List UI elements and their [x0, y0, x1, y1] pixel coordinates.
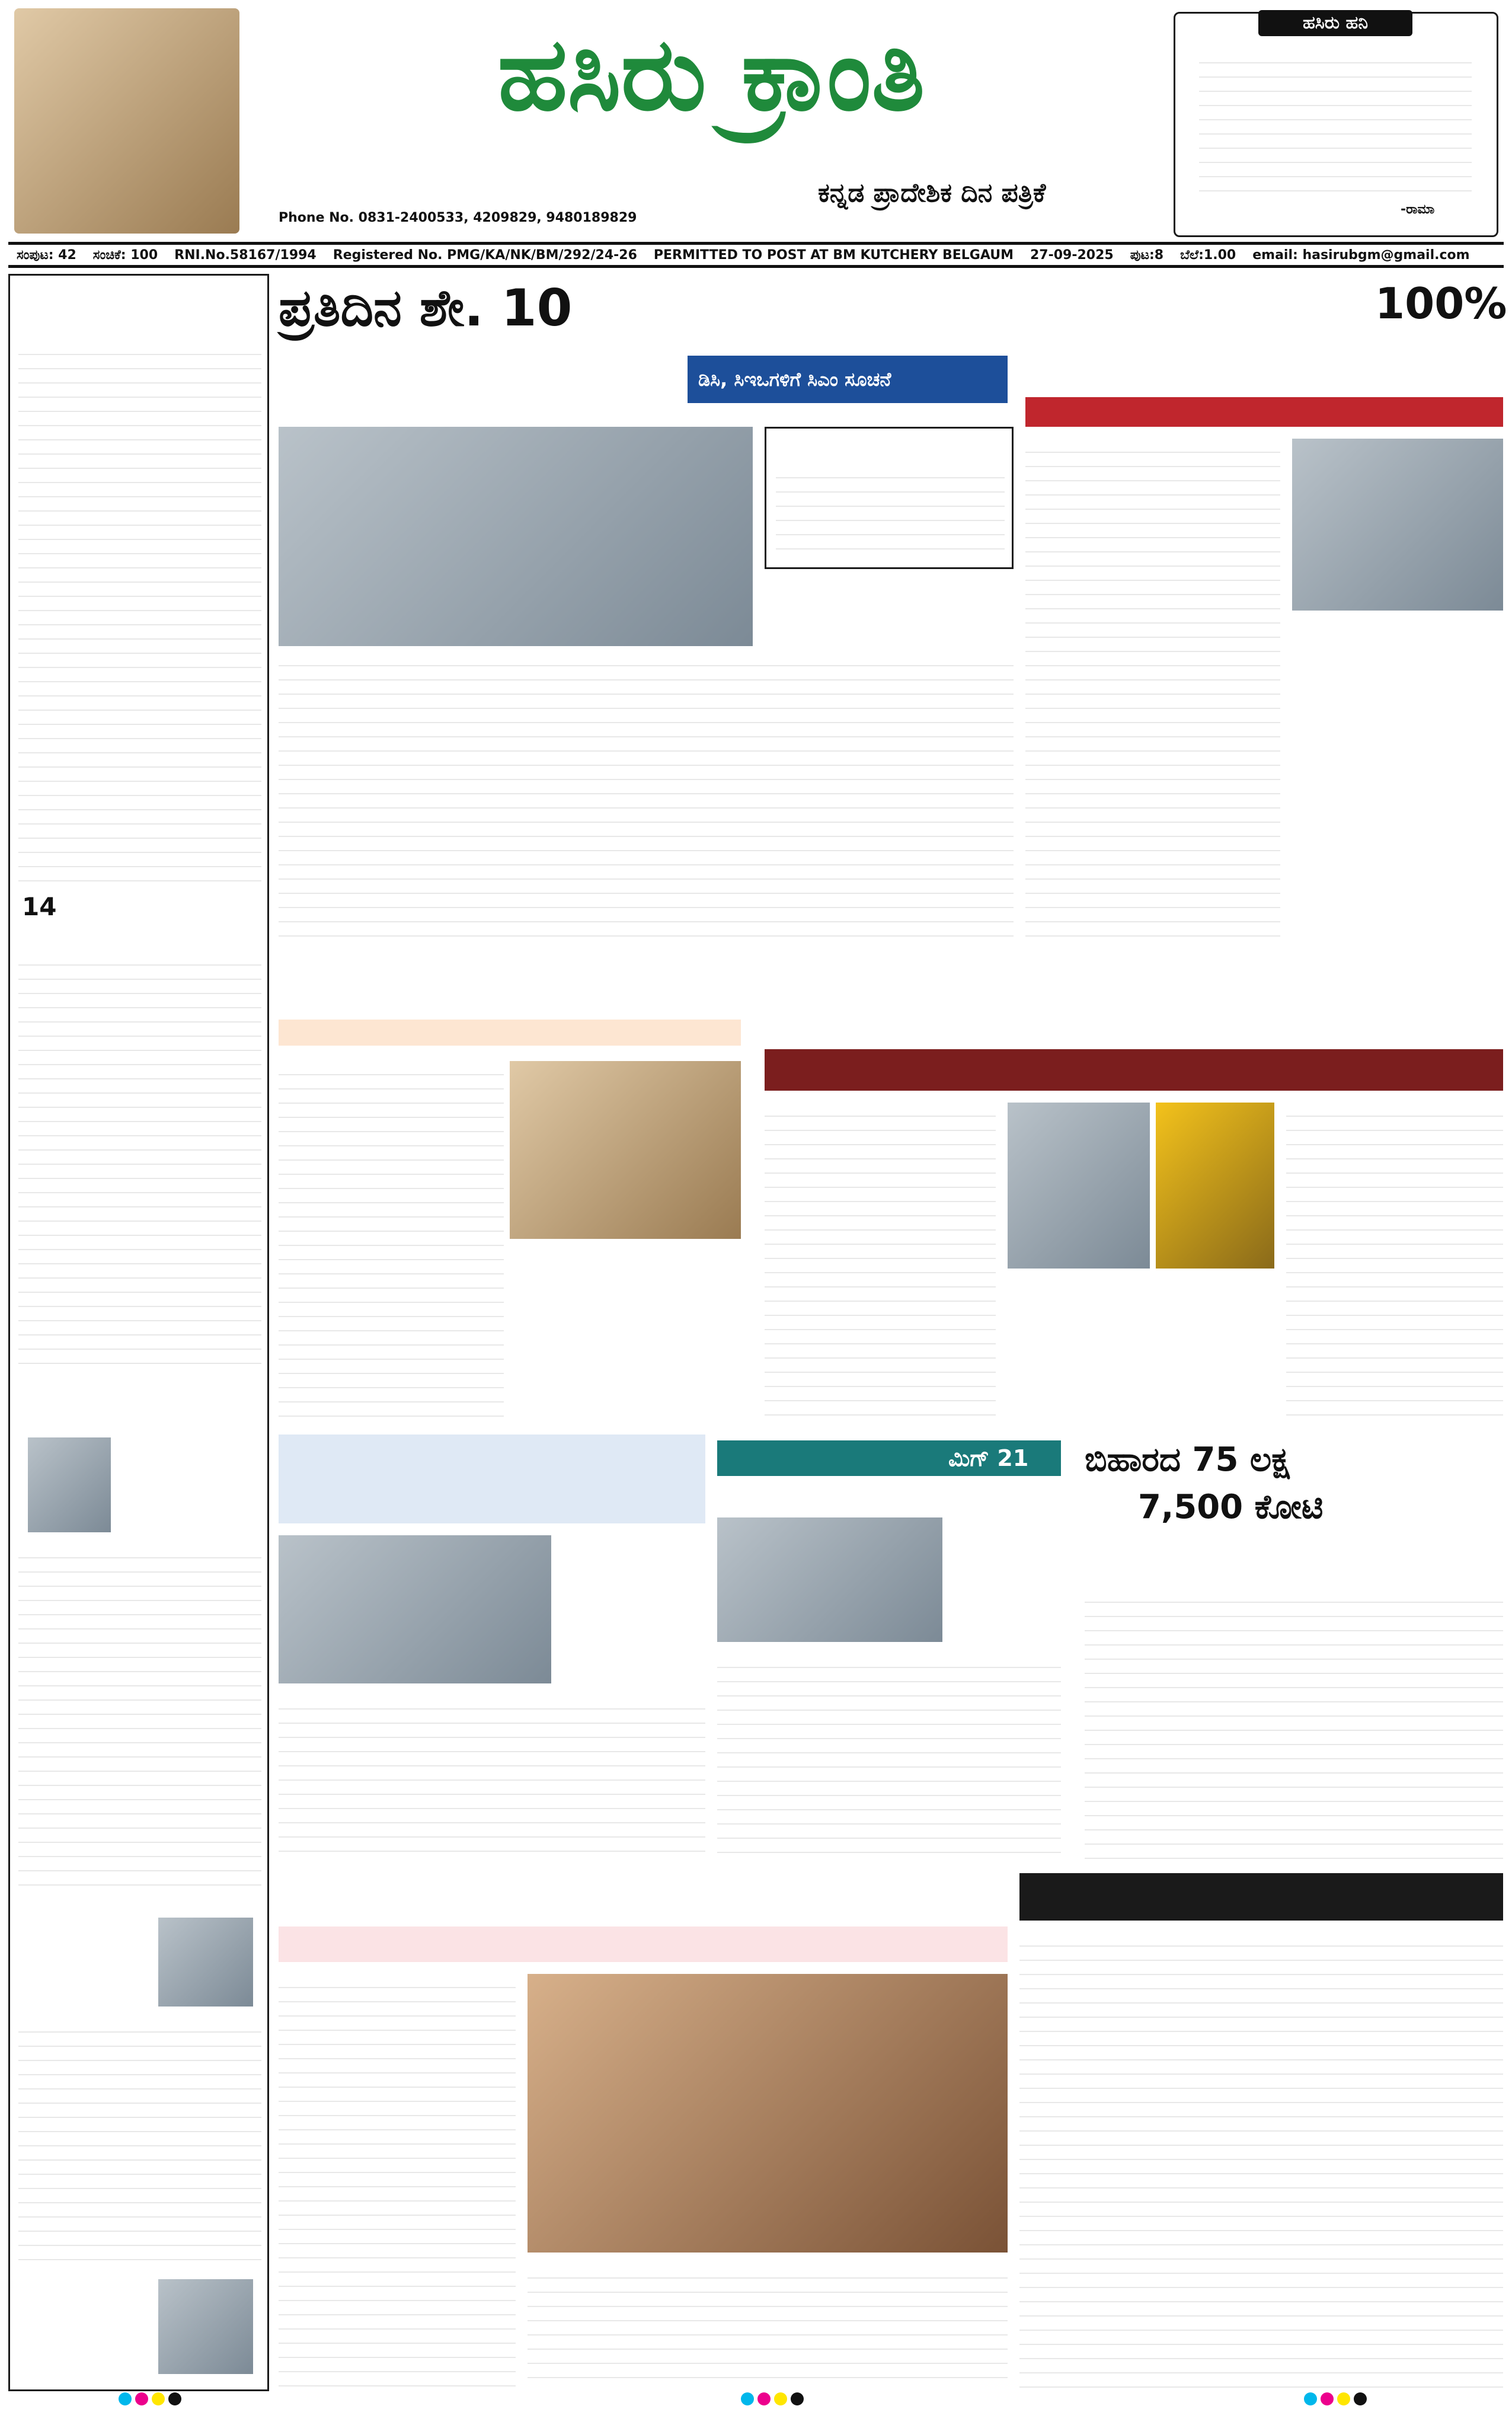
kecs-body [279, 1061, 504, 1417]
bhyrappa-body-left [279, 1974, 516, 2389]
phone-line: Phone No. 0831-2400533, 4209829, 9480189829 [279, 210, 637, 225]
left-article-1 [18, 341, 261, 886]
left-article-3 [18, 1544, 261, 1888]
newspaper-title: ಹಸಿರು ಕ್ರಾಂತಿ [497, 15, 925, 133]
edition-bar [8, 242, 1504, 268]
kecs-subhead-band [279, 1020, 741, 1046]
lead-body [279, 652, 1014, 937]
trump-photo [1292, 439, 1503, 611]
rni-number: RNI.No.58167/1994 [174, 247, 317, 263]
left-photo-1 [28, 1437, 111, 1532]
kecs-photo [510, 1061, 741, 1239]
bhyrappa-subhead-band [279, 1926, 1008, 1962]
bihar-headline-2: 7,500 ಕೋಟಿ [1138, 1488, 1324, 1526]
highlights-list [776, 464, 1005, 559]
transfer-photo [279, 1535, 551, 1683]
crops-photo-2 [1156, 1103, 1274, 1269]
bihar-headline-1: ಬಿಹಾರದ 75 ಲಕ್ಷ [1085, 1440, 1290, 1479]
mig-photo [717, 1517, 942, 1642]
temples-body [1019, 1932, 1503, 2389]
mig-body [717, 1654, 1061, 1861]
temples-headline-band [1019, 1873, 1503, 1921]
print-registration-dots-left [119, 2392, 190, 2407]
price: ಬೆಲೆ:1.00 [1180, 247, 1236, 263]
trump-body [1025, 439, 1280, 937]
left-photo-2 [158, 1918, 253, 2007]
highlights-box [765, 427, 1014, 569]
volume: ಸಂಪುಟ: 42 [17, 247, 76, 263]
registered-number: Registered No. PMG/KA/NK/BM/292/24-26 [333, 247, 637, 263]
print-registration-dots-right [1304, 2392, 1375, 2407]
mig-headline-number: ಮಿಗ್ 21 [948, 1445, 1029, 1471]
quote-text-area [1199, 49, 1472, 191]
issue: ಸಂಚಿಕೆ: 100 [92, 247, 158, 263]
transfer-headline-band [279, 1434, 705, 1523]
crops-body-right [1286, 1103, 1503, 1423]
bihar-body [1085, 1589, 1503, 1861]
left-article-2 [18, 951, 261, 1366]
masthead [0, 0, 1512, 242]
lead-headline: ಪ್ರತಿದಿನ ಶೇ. 10 [279, 279, 573, 338]
region-line: ಕನ್ನಡ ಪ್ರಾದೇಶಿಕ ದಿನ ಪತ್ರಿಕೆ [818, 178, 1046, 208]
transfer-body [279, 1695, 705, 1861]
trump-headline-percent: 100% [1375, 279, 1507, 328]
quote-author: -ರಾಮಾ [1401, 202, 1435, 217]
page-count: ಪುಟ:8 [1130, 247, 1164, 263]
trump-subhead-band [1025, 397, 1503, 427]
left-article-4 [18, 2018, 261, 2267]
lead-photo [279, 427, 753, 646]
crops-photo-1 [1008, 1103, 1150, 1269]
quote-box-title: ಹಸಿರು ಹನಿ [1258, 10, 1412, 36]
crops-subhead-band [765, 1049, 1503, 1091]
rider-logo [14, 8, 239, 234]
left-rain-headline-number: 14 [22, 892, 57, 921]
bhyrappa-photo [528, 1974, 1008, 2253]
left-photo-3 [158, 2279, 253, 2374]
postal-permit: PERMITTED TO POST AT BM KUTCHERY BELGAUM [653, 247, 1014, 263]
crops-body-left [765, 1103, 996, 1423]
bhyrappa-headline-band [279, 1873, 1008, 1921]
left-column [8, 274, 269, 2391]
print-registration-dots-center [741, 2392, 812, 2407]
email: email: hasirubgm@gmail.com [1252, 247, 1470, 263]
lead-subhead-band: ಡಿಸಿ, ಸಿಇಒಗಳಿಗೆ ಸಿಎಂ ಸೂಚನೆ [688, 356, 1008, 403]
date: 27-09-2025 [1030, 247, 1114, 263]
bhyrappa-body-right [528, 2264, 1008, 2389]
quote-box [1174, 12, 1498, 237]
